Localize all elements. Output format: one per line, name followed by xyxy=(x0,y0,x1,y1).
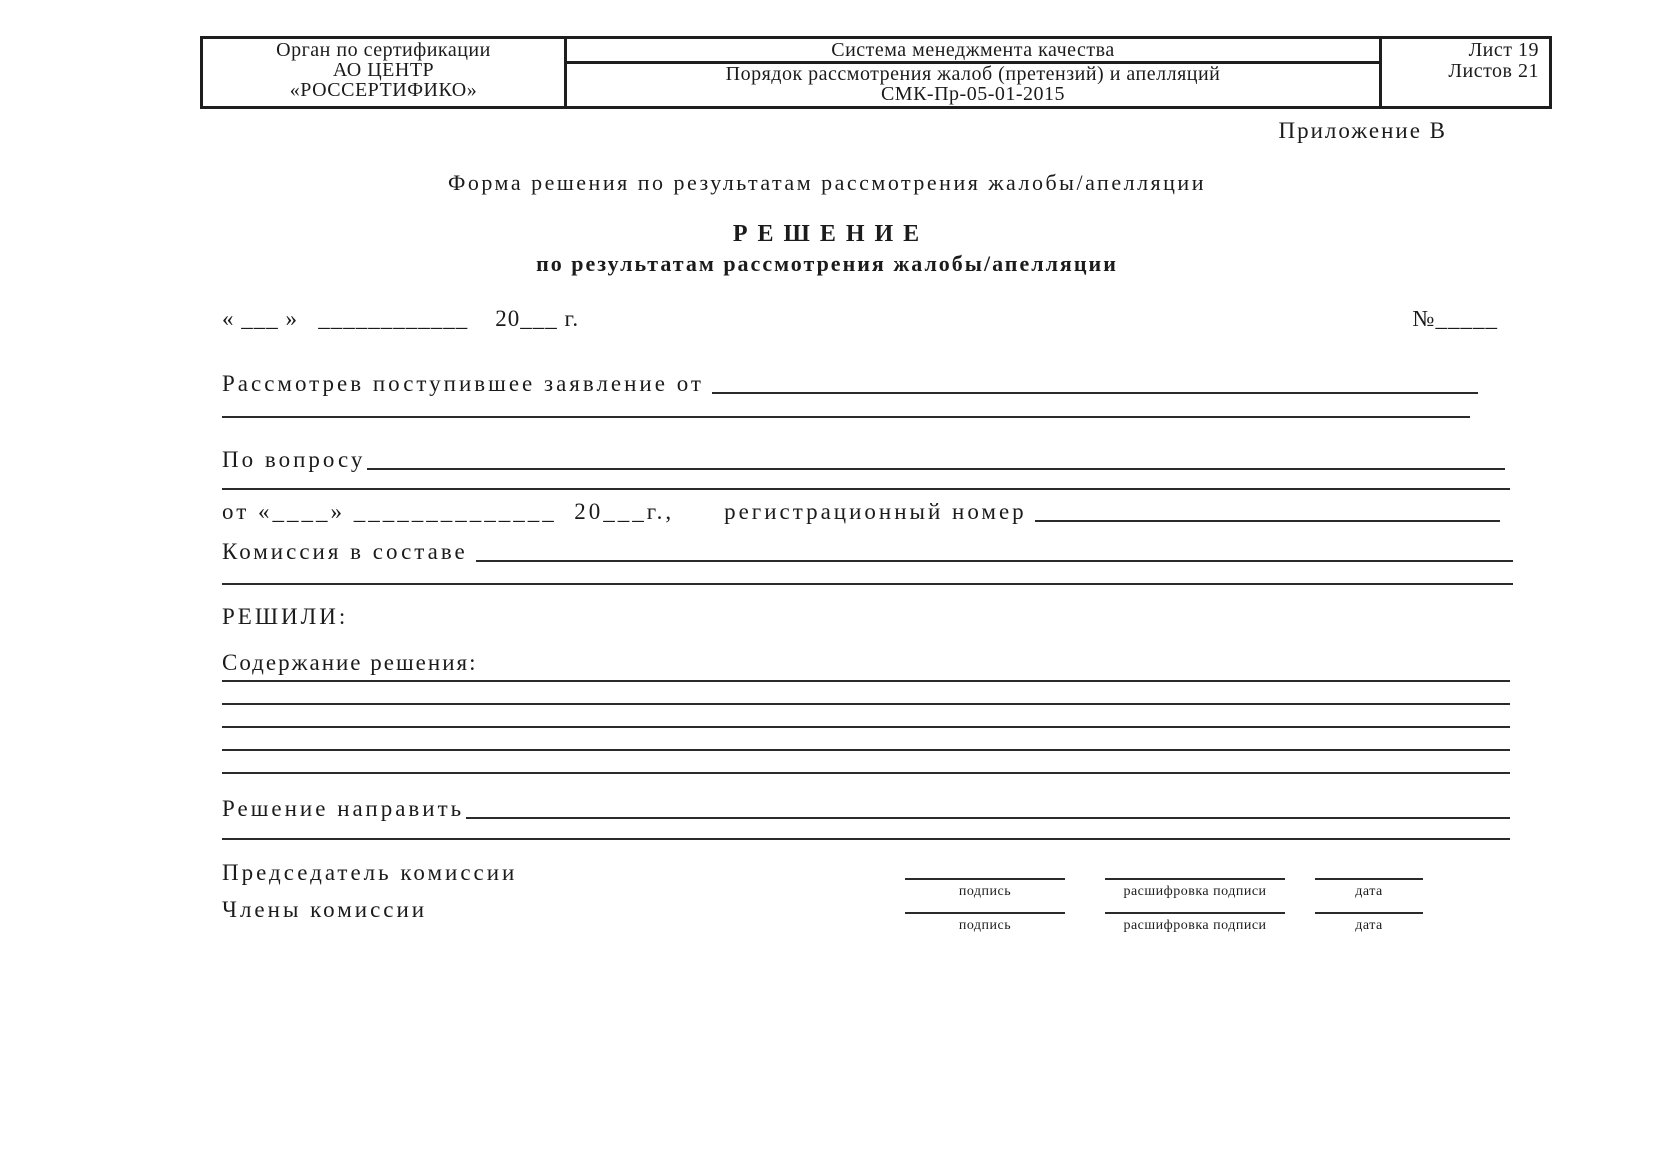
fill-line xyxy=(367,468,1505,470)
date-number-row xyxy=(222,306,1498,332)
continuation-line xyxy=(222,838,1510,840)
continuation-line xyxy=(222,416,1470,418)
content-heading: Содержание решения: xyxy=(222,650,478,675)
send-label: Решение направить xyxy=(222,796,465,821)
sheet-total: Листов 21 xyxy=(1448,60,1539,82)
decision-subtitle: по результатам рассмотрения жалобы/апелляции xyxy=(536,251,1118,276)
org-line-3: «РОССЕРТИФИКО» xyxy=(289,79,478,101)
commission-label: Комиссия в составе xyxy=(222,539,468,564)
qms-document-name: Порядок рассмотрения жалоб (претензий) и апелляций xyxy=(725,63,1221,85)
chairman-title: Председатель комиссии xyxy=(222,860,518,885)
signature-caption: расшифровка подписи xyxy=(1123,884,1267,899)
qms-document xyxy=(567,64,1379,106)
qms-document-code: СМК-Пр-05-01-2015 xyxy=(880,83,1066,105)
signature-line xyxy=(905,878,1065,880)
reviewed-label: Рассмотрев поступившее заявление от xyxy=(222,371,704,396)
decision-title: Р Е Ш Е Н И Е xyxy=(732,221,922,247)
org-line-1: Орган по сертификации xyxy=(276,39,491,61)
signature-caption: подпись xyxy=(958,884,1012,899)
signature-line xyxy=(1105,878,1285,880)
resolved-heading: РЕШИЛИ: xyxy=(222,604,349,629)
signature-line xyxy=(1315,878,1423,880)
fill-line xyxy=(712,392,1478,394)
signature-caption: расшифровка подписи xyxy=(1123,918,1267,933)
content-blank-line xyxy=(222,772,1510,774)
continuation-line xyxy=(222,488,1510,490)
commission-field-row xyxy=(222,538,1513,566)
signature-caption: дата xyxy=(1355,884,1383,899)
document-number: №_____ xyxy=(1412,306,1498,331)
sheet-cell xyxy=(1379,39,1549,106)
signature-caption: подпись xyxy=(958,918,1012,933)
date-line: « ___ » ____________ 20___ г. xyxy=(222,306,580,331)
content-blank-line xyxy=(222,680,1510,682)
org-line-2: АО ЦЕНТР xyxy=(332,59,435,81)
content-blank-line xyxy=(222,703,1510,705)
fill-line xyxy=(1035,520,1500,522)
members-title: Члены комиссии xyxy=(222,897,428,922)
qms-cell xyxy=(567,39,1379,106)
continuation-line xyxy=(222,583,1513,585)
reg-number-label: регистрационный номер xyxy=(724,499,1027,524)
signature-line xyxy=(1105,912,1285,914)
certification-body-cell xyxy=(203,39,567,106)
content-blank-line xyxy=(222,726,1510,728)
sheet-current: Лист 19 xyxy=(1468,39,1539,61)
qms-system-title: Система менеджмента качества xyxy=(567,39,1379,64)
appendix-label: Приложение В xyxy=(1278,118,1447,143)
signature-caption: дата xyxy=(1355,918,1383,933)
from-date-row xyxy=(222,498,1500,526)
send-field-row xyxy=(222,795,1510,823)
fill-line xyxy=(466,817,1510,819)
signature-line xyxy=(905,912,1065,914)
subject-label: По вопросу xyxy=(222,447,366,472)
subject-field-row xyxy=(222,446,1505,474)
signature-line xyxy=(1315,912,1423,914)
from-date-label: от «____» ______________ 20___г., xyxy=(222,499,675,524)
header-table xyxy=(200,36,1552,109)
fill-line xyxy=(476,560,1513,562)
content-blank-line xyxy=(222,749,1510,751)
form-title: Форма решения по результатам рассмотрения жалобы/апелляции xyxy=(448,170,1206,195)
reviewed-field-row xyxy=(222,370,1478,398)
